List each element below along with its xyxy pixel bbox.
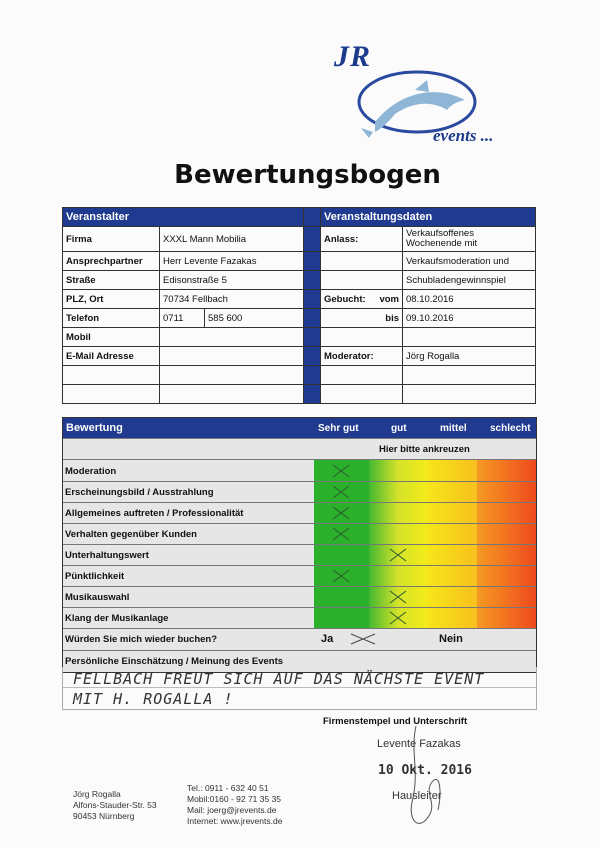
logo-jr: JR: [334, 40, 372, 73]
rating-cross-icon: [330, 505, 352, 521]
vom-date: 08.10.2016: [403, 290, 536, 309]
criterion-label: Unterhaltungswert: [65, 550, 149, 561]
criterion-label: Allgemeines auftreten / Professionalität: [65, 508, 244, 519]
strasse-label: Straße: [63, 271, 160, 290]
rating-table: [62, 417, 537, 673]
stamp-name: Levente Fazakas: [377, 738, 461, 750]
page-title: Bewertungsbogen: [174, 160, 441, 190]
rebook-yes: Ja: [321, 633, 334, 645]
footer-address: [73, 789, 157, 822]
footer-address-line: Jörg Rogalla: [73, 789, 121, 799]
footer-phone: Tel.: 0911 - 632 40 51: [187, 783, 269, 793]
footer-website: Internet: www.jrevents.de: [187, 816, 283, 826]
opinion-label: Persönliche Einschätzung / Meinung des Events: [65, 656, 284, 667]
criterion-label: Moderation: [65, 466, 117, 477]
rebook-yes-mark-icon: [349, 632, 377, 646]
strasse-value: Edisonstraße 5: [160, 271, 304, 290]
rating-cross-icon: [330, 568, 352, 584]
criterion-label: Klang der Musikanlage: [65, 613, 169, 624]
footer-contact: [187, 783, 282, 827]
anlass-line-1: Verkaufsoffenes Wochenende mit: [403, 227, 536, 252]
telefon-prefix: 0711: [160, 309, 205, 328]
moderator-value: Jörg Rogalla: [403, 347, 536, 366]
firma-label: Firma: [63, 227, 160, 252]
criterion-label: Verhalten gegenüber Kunden: [65, 529, 197, 540]
ansprechpartner-label: Ansprechpartner: [63, 252, 160, 271]
anlass-line-2: Verkaufsmoderation und: [403, 252, 536, 271]
anlass-label: Anlass:: [321, 227, 403, 252]
criterion-label: Pünktlichkeit: [65, 571, 125, 582]
footer-mail: Mail: joerg@jrevents.de: [187, 805, 277, 815]
firma-value: XXXL Mann Mobilia: [160, 227, 304, 252]
gebucht-label: Gebucht:: [321, 290, 376, 309]
rating-cross-icon: [387, 610, 409, 626]
event-info-table: [62, 207, 536, 404]
anlass-line-3: Schubladengewinnspiel: [403, 271, 536, 290]
moderator-label: Moderator:: [321, 347, 403, 366]
rating-header-row: [63, 418, 536, 439]
opinion-line-1: FELLBACH FREUT SICH AUF DAS NÄCHSTE EVENT: [73, 670, 485, 688]
rating-cross-icon: [387, 589, 409, 605]
mobil-value: [160, 328, 304, 347]
criterion-label: Musikauswahl: [65, 592, 130, 603]
rating-cross-icon: [330, 526, 352, 542]
hint-row: [63, 439, 536, 460]
plz-ort-value: 70734 Fellbach: [160, 290, 304, 309]
mobil-label: Mobil: [63, 328, 160, 347]
stamp-label: Firmenstempel und Unterschrift: [323, 716, 468, 727]
stamp-date: 10 Okt. 2016: [378, 763, 472, 778]
email-label: E-Mail Adresse: [63, 347, 160, 366]
opinion-line-2: MIT H. ROGALLA !: [73, 690, 234, 708]
footer-address-line: Alfons-Stauder-Str. 53: [73, 800, 157, 810]
scale-sehr-gut: Sehr gut: [318, 423, 359, 434]
telefon-number: 585 600: [205, 309, 304, 328]
bewertung-header: Bewertung: [66, 422, 123, 434]
bis-label: bis: [376, 309, 403, 328]
scale-gut: gut: [391, 423, 407, 434]
criteria-block: [63, 460, 536, 629]
vom-label: vom: [376, 290, 403, 309]
footer-mobile: Mobil:0160 - 92 71 35 35: [187, 794, 282, 804]
rebook-question: Würden Sie mich wieder buchen?: [65, 634, 218, 645]
rebook-row: [63, 629, 536, 651]
rating-cross-icon: [330, 463, 352, 479]
veranstalter-header: Veranstalter: [63, 208, 304, 227]
rating-hint: Hier bitte ankreuzen: [379, 444, 470, 455]
scale-mittel: mittel: [440, 423, 467, 434]
signature-icon: [380, 722, 460, 842]
stamp-role: Hausleiter: [392, 790, 442, 802]
rating-cross-icon: [330, 484, 352, 500]
email-value: [160, 347, 304, 366]
scale-schlecht: schlecht: [490, 423, 531, 434]
criterion-label: Erscheinungsbild / Ausstrahlung: [65, 487, 214, 498]
ansprechpartner-value: Herr Levente Fazakas: [160, 252, 304, 271]
veranstaltungsdaten-header: Veranstaltungsdaten: [321, 208, 536, 227]
footer-address-line: 90453 Nürnberg: [73, 811, 135, 821]
telefon-label: Telefon: [63, 309, 160, 328]
bis-date: 09.10.2016: [403, 309, 536, 328]
logo-events: events ...: [433, 126, 494, 145]
opinion-box: [62, 667, 537, 710]
rating-cross-icon: [387, 547, 409, 563]
rebook-no: Nein: [439, 633, 463, 645]
plz-ort-label: PLZ, Ort: [63, 290, 160, 309]
